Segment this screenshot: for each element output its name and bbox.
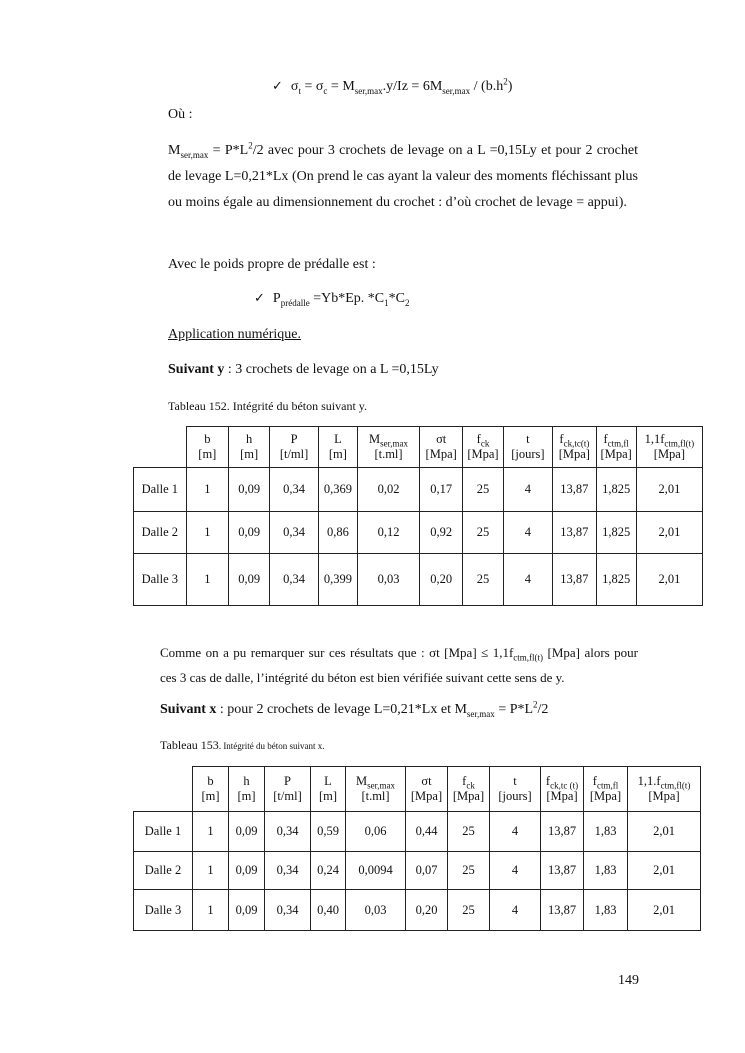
table-integrity-y <box>133 426 703 606</box>
checkmark-icon: ✓ <box>272 79 283 94</box>
col-header: $f_{ck}$ [Mpa] <box>448 767 490 812</box>
comment-paragraph: Comme on a pu remarquer sur ces résultats que : σt $[Mpa] \le 1,1f_{ctm,fl(t)}$ [Mpa] alors pour ces 3 cas de dalle, l’intégrité du béton est bien vérifiée suivant cette sens de y. <box>160 645 639 685</box>
ou-label: Où : <box>168 107 193 122</box>
row-label: Dalle 1 <box>134 468 187 512</box>
table-integrity-x <box>133 766 701 931</box>
col-header: h [m] <box>229 767 265 812</box>
col-header: $f_{ctm,fl}$ [Mpa] <box>584 767 628 812</box>
col-header: P [t/ml] <box>265 767 311 812</box>
predalle-formula: ✓ $P_{prédalle} =Yb*Ep$. $*C_1*C_2$ <box>254 291 410 308</box>
table-header-row <box>134 767 701 812</box>
col-header: $f_{ctm,fl}$ [Mpa] <box>596 427 636 468</box>
col-header: $f_{ck,tc(t)}$ [Mpa] <box>553 427 596 468</box>
row-label: Dalle 3 <box>134 890 193 931</box>
col-header: $1,1f_{ctm,fl(t)}$ [Mpa] <box>636 427 702 468</box>
table-row: Dalle 1 1 0,09 0,34 0,369 0,02 0,17 25 4 13,87 1,825 2,01 <box>134 468 703 512</box>
col-header: $f_{ck}$ [Mpa] <box>463 427 503 468</box>
col-header: L [m] <box>311 767 346 812</box>
poids-intro: Avec le poids propre de prédalle est : <box>168 257 376 272</box>
table-row: Dalle 3 1 0,09 0,34 0,399 0,03 0,20 25 4 13,87 1,825 2,01 <box>134 554 703 606</box>
table-row: Dalle 2 1 0,09 0,34 0,24 0,0094 0,07 25 4 13,87 1,83 2,01 <box>134 852 701 890</box>
suivant-y-heading: Suivant y : 3 crochets de levage on a L =0,15Ly <box>168 362 439 377</box>
col-header: t [jours] <box>490 767 541 812</box>
row-label: Dalle 3 <box>134 554 187 606</box>
col-header: $f_{ck,tc (t)}$ [Mpa] <box>541 767 584 812</box>
col-header: L [m] <box>318 427 357 468</box>
checkmark-icon: ✓ <box>254 291 265 306</box>
table-header-row <box>134 427 703 468</box>
col-header: t [jours] <box>503 427 553 468</box>
row-label: Dalle 2 <box>134 852 193 890</box>
page-number: 149 <box>618 973 639 988</box>
col-header: $M_{ser,max}$ [t.ml] <box>358 427 420 468</box>
table2-caption: Tableau 153. Intégrité du béton suivant x. <box>160 738 325 752</box>
row-label: Dalle 1 <box>134 812 193 852</box>
col-header: σt [Mpa] <box>420 427 463 468</box>
col-header: b [m] <box>186 427 228 468</box>
col-header: b [m] <box>193 767 229 812</box>
suivant-x-heading: Suivant x : pour 2 crochets de levage L=0,21*Lx et $M_{ser,max} = P*L^2/2$ <box>160 699 549 719</box>
col-header: h [m] <box>228 427 269 468</box>
mser-paragraph: $M_{ser,max} = P*L^2/2$ avec pour 3 crochets de levage on a L =0,15Ly et pour 2 crochet de levage L=0,21*Lx (On prend le cas ayant la valeur des moments fléchissant plus ou moins égale au dimensionnement du crochet : d’où crochet de levage = appui). <box>168 140 638 210</box>
table1-caption: Tableau 152. Intégrité du béton suivant y. <box>168 399 367 413</box>
application-heading: Application numérique. <box>168 327 301 342</box>
table-row: Dalle 1 1 0,09 0,34 0,59 0,06 0,44 25 4 13,87 1,83 2,01 <box>134 812 701 852</box>
row-label: Dalle 2 <box>134 512 187 554</box>
col-header: $M_{ser,max}$ [t.ml] <box>346 767 406 812</box>
table-row: Dalle 2 1 0,09 0,34 0,86 0,12 0,92 25 4 13,87 1,825 2,01 <box>134 512 703 554</box>
col-header: $1,1.f_{ctm,fl(t)}$ [Mpa] <box>628 767 701 812</box>
sigma-formula: ✓ $\sigma_t = \sigma_c = M_{ser,max}.y/Iz = 6M_{ser,max} / (b.h^2)$ <box>272 76 513 96</box>
col-header: P [t/ml] <box>270 427 319 468</box>
col-header: σt [Mpa] <box>406 767 448 812</box>
table-row: Dalle 3 1 0,09 0,34 0,40 0,03 0,20 25 4 13,87 1,83 2,01 <box>134 890 701 931</box>
